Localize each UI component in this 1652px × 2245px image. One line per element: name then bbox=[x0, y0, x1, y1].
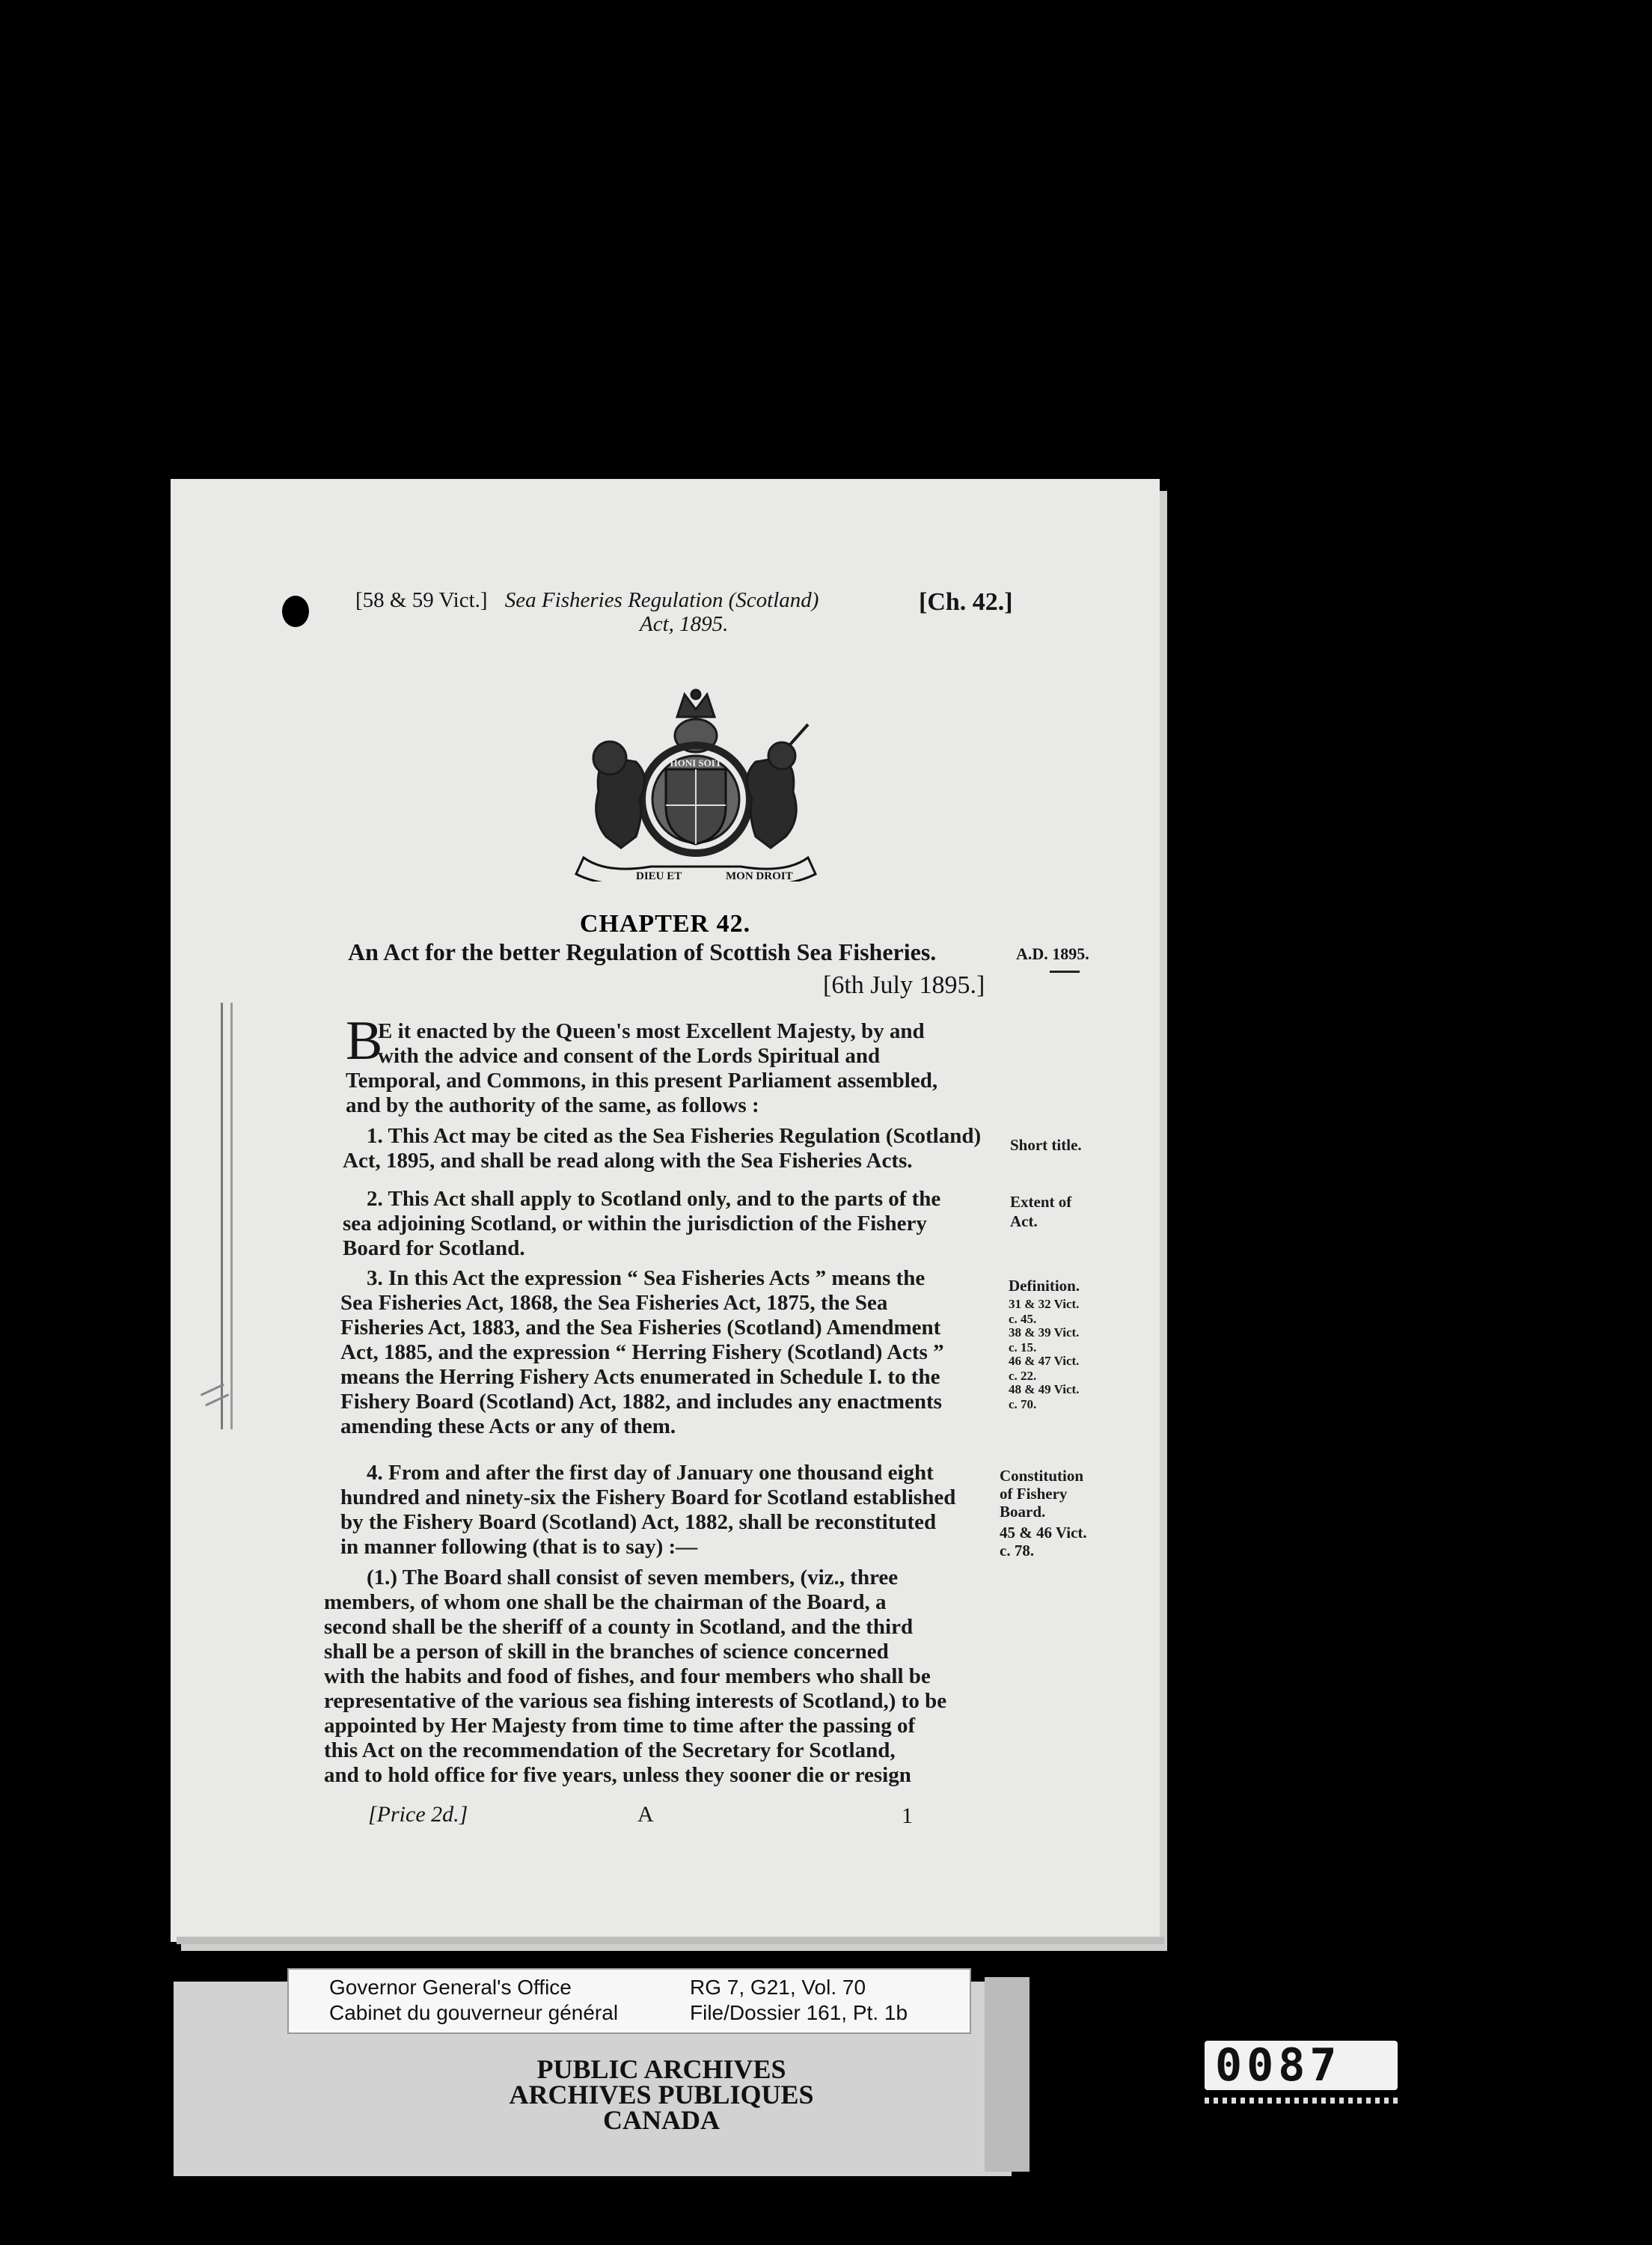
page-edge bbox=[177, 1937, 1164, 1944]
subsection-line: this Act on the recommendation of the Secretary for Scotland, bbox=[324, 1738, 896, 1762]
margin-note-constitution: Constitution bbox=[1000, 1467, 1084, 1485]
preamble-line: and by the authority of the same, as follows : bbox=[346, 1093, 759, 1117]
running-head bbox=[355, 590, 819, 611]
section-1-line: 1. This Act may be cited as the Sea Fisheries Regulation (Scotland) bbox=[367, 1124, 982, 1148]
preamble-line: Temporal, and Commons, in this present Parliament assembled, bbox=[346, 1069, 938, 1093]
binding-string bbox=[221, 1003, 233, 1429]
margin-note-constitution: Board. bbox=[1000, 1503, 1046, 1521]
chapter-reference: [Ch. 42.] bbox=[919, 588, 1013, 616]
margin-note-constitution: of Fishery bbox=[1000, 1485, 1068, 1503]
subsection-line: members, of whom one shall be the chairman of the Board, a bbox=[324, 1590, 887, 1614]
margin-note-citation: 46 & 47 Vict. bbox=[1009, 1354, 1080, 1368]
margin-note-citation: 45 & 46 Vict. bbox=[1000, 1524, 1087, 1542]
section-3-line: Sea Fisheries Act, 1868, the Sea Fisheries Act, 1875, the Sea bbox=[340, 1291, 888, 1315]
archive-stamp bbox=[287, 2056, 1035, 2133]
preamble-line: E it enacted by the Queen's most Excellent Majesty, by and bbox=[378, 1019, 925, 1043]
frame-counter: 0087 bbox=[1205, 2041, 1398, 2090]
stamp-line: CANADA bbox=[603, 2105, 720, 2135]
preamble-line: with the advice and consent of the Lords Spiritual and bbox=[378, 1044, 881, 1068]
subsection-line: second shall be the sheriff of a county in Scotland, and the third bbox=[324, 1615, 914, 1639]
subsection-line: appointed by Her Majesty from time to time after the passing of bbox=[324, 1714, 916, 1738]
section-3-line: amending these Acts or any of them. bbox=[340, 1414, 676, 1438]
margin-note-citation: 48 & 49 Vict. bbox=[1009, 1382, 1080, 1396]
chapter-title: An Act for the better Regulation of Scottish Sea Fisheries. bbox=[348, 938, 937, 965]
subsection-line: shall be a person of skill in the branches of science concerned bbox=[324, 1640, 889, 1664]
record-group-reference: RG 7, G21, Vol. 70 bbox=[690, 1976, 866, 1999]
section-1-line: Act, 1895, and shall be read along with the Sea Fisheries Acts. bbox=[343, 1149, 913, 1173]
margin-note-extent: Extent of bbox=[1010, 1193, 1072, 1211]
margin-note-short-title: Short title. bbox=[1010, 1136, 1082, 1154]
assent-date: [6th July 1895.] bbox=[823, 971, 985, 999]
margin-note-citation: 38 & 39 Vict. bbox=[1009, 1325, 1080, 1340]
archive-reference-label bbox=[287, 1968, 971, 2034]
subsection-line: and to hold office for five years, unless they sooner die or resign bbox=[324, 1763, 911, 1787]
regnal-year: [58 & 59 Vict.] bbox=[355, 588, 488, 612]
margin-note-extent: Act. bbox=[1010, 1212, 1038, 1230]
drop-cap: B bbox=[346, 1010, 383, 1072]
margin-note-citation: c. 78. bbox=[1000, 1542, 1035, 1560]
section-4-line: hundred and ninety-six the Fishery Board for Scotland established bbox=[340, 1485, 956, 1509]
section-2-line: Board for Scotland. bbox=[343, 1236, 525, 1260]
film-sprocket-marks bbox=[1205, 2098, 1398, 2104]
margin-note-citation: c. 70. bbox=[1009, 1397, 1037, 1411]
margin-note-citation: c. 15. bbox=[1009, 1340, 1037, 1354]
chapter-heading: CHAPTER 42. bbox=[579, 910, 751, 938]
page-number: 1 bbox=[902, 1803, 913, 1828]
section-3-line: Fisheries Act, 1883, and the Sea Fisheries (Scotland) Amendment bbox=[340, 1316, 941, 1340]
section-4-line: in manner following (that is to say) :— bbox=[340, 1535, 698, 1559]
file-reference: File/Dossier 161, Pt. 1b bbox=[690, 2001, 908, 2024]
section-2-line: sea adjoining Scotland, or within the jurisdiction of the Fishery bbox=[343, 1212, 927, 1235]
subsection-line: (1.) The Board shall consist of seven members, (viz., three bbox=[367, 1566, 899, 1589]
royal-coat-of-arms bbox=[524, 687, 868, 882]
section-4-line: 4. From and after the first day of January one thousand eight bbox=[367, 1461, 934, 1485]
punch-hole bbox=[282, 596, 309, 627]
show-through bbox=[346, 662, 351, 682]
short-title: Sea Fisheries Regulation (Scotland) bbox=[504, 588, 819, 612]
margin-note-definition: Definition. bbox=[1009, 1277, 1080, 1295]
stamp-line: ARCHIVES PUBLIQUES bbox=[509, 2080, 814, 2110]
section-3-line: Fishery Board (Scotland) Act, 1882, and includes any enactments bbox=[340, 1390, 942, 1414]
margin-note-citation: 31 & 32 Vict. bbox=[1009, 1297, 1080, 1311]
subsection-line: representative of the various sea fishing interests of Scotland,) to be bbox=[324, 1689, 947, 1713]
section-3-line: Act, 1885, and the expression “ Herring Fishery (Scotland) Acts ” bbox=[340, 1340, 944, 1364]
margin-note-citation: c. 45. bbox=[1009, 1312, 1037, 1326]
year-margin-note: A.D. 1895. bbox=[1016, 944, 1089, 963]
stamp-line: PUBLIC ARCHIVES bbox=[536, 2054, 786, 2084]
subsection-line: with the habits and food of fishes, and four members who shall be bbox=[324, 1664, 931, 1688]
signature-mark: A bbox=[637, 1802, 654, 1827]
svg-text:HONI SOIT: HONI SOIT bbox=[670, 757, 722, 769]
margin-note-citation: c. 22. bbox=[1009, 1369, 1037, 1383]
svg-text:MON DROIT: MON DROIT bbox=[726, 870, 793, 882]
section-3-line: 3. In this Act the expression “ Sea Fisheries Acts ” means the bbox=[367, 1266, 926, 1290]
chapter-heading-wrap bbox=[171, 910, 1160, 938]
office-english: Governor General's Office bbox=[329, 1976, 572, 1999]
office-french: Cabinet du gouverneur général bbox=[329, 2001, 619, 2024]
section-4-line: by the Fishery Board (Scotland) Act, 1882, shall be reconstituted bbox=[340, 1510, 937, 1534]
svg-text:DIEU ET: DIEU ET bbox=[636, 870, 682, 882]
section-3-line: means the Herring Fishery Acts enumerated in Schedule I. to the bbox=[340, 1365, 940, 1389]
section-2-line: 2. This Act shall apply to Scotland only, and to the parts of the bbox=[367, 1187, 941, 1211]
short-title-act: Act, 1895. bbox=[640, 612, 729, 636]
margin-rule bbox=[1050, 971, 1080, 973]
price-note: [Price 2d.] bbox=[368, 1802, 468, 1827]
